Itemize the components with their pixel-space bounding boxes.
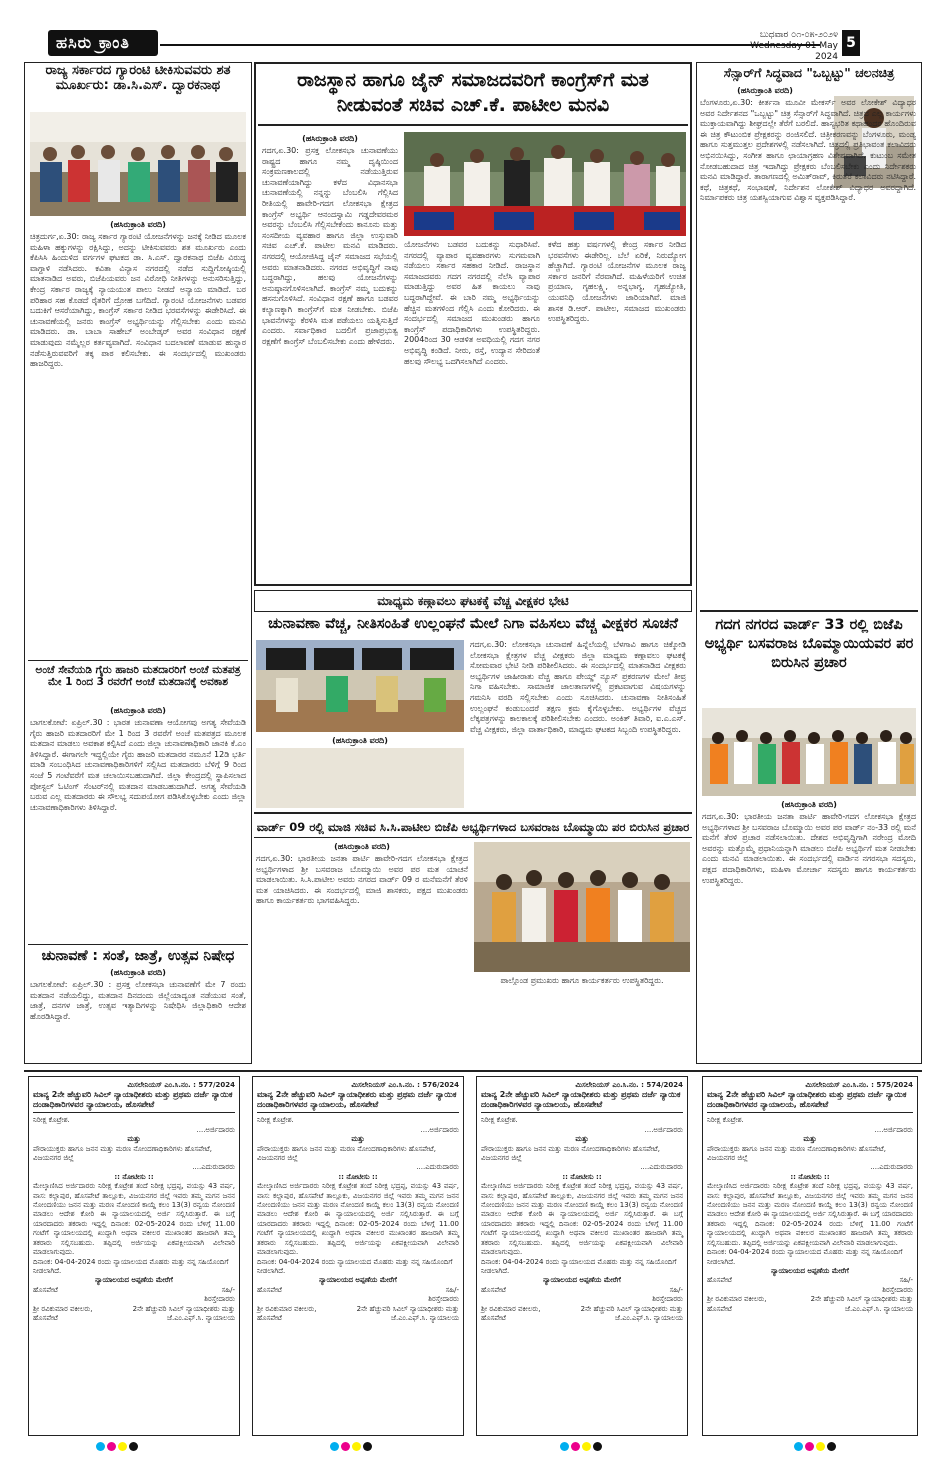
right-byline: (ಹಸಿರುಕ್ರಾಂತಿ ವರದಿ) (737, 86, 793, 95)
legal-respondent: ಪೌರಾಯುಕ್ತರು ಹಾಗೂ ಜನನ ಮತ್ತು ಮರಣ ನೋಂದಣಾಧಿಕಾರಿಗಳು ಹೊಸಪೇಟೆ, ವಿಜಯನಗರ ಜಿಲ್ಲೆ (707, 1144, 886, 1163)
magenta-dot (805, 1442, 814, 1451)
center-photo (404, 132, 686, 236)
center-body-a: ಗದಗ,ಏ.30: ಪ್ರಸಕ್ತ ಲೋಕಸಭಾ ಚುನಾವಣೆಯು ರಾಷ್ಟ್ರದ ಹಾಗೂ ನಮ್ಮ ದೃಷ್ಠಿಯಿಂದ ಸಂಕ್ರಮಣಕಾಲದಲ್ಲಿ ನಡೆಯುತ್ತಿರುವ ಚುನಾವಣೆಯಾಗಿದ್ದು ಕಳೆದ ವಿಧಾನಸಭಾ ಚುನಾವಣೆಯಲ್ಲಿ ನನ್ನನ್ನು ಬೆಂಬಲಿಸಿ ಗೆಲ್ಲಿಸಿದ ರೀತಿಯಲ್ಲಿ ಹಾವೇರಿ-ಗದಗ ಲೋಕಸಭಾ ಕ್ಷೇತ್ರದ ಕಾಂಗ್ರೆಸ್ ಅಭ್ಯರ್ಥಿ ಆನಂದಸ್ವಾಮಿ ಗಡ್ಡದೇವರಮಠ ಅವರನ್ನು ಬೆಂಬಲಿಸಿ ಗೆಲ್ಲಿಸಬೇಕೆಂದು ಕಾನೂನು ಮತ್ತು ಸಂಸದೀಯ ವ್ಯವಹಾರ ಹಾಗೂ ಜಿಲ್ಲಾ ಉಸ್ತುವಾರಿ ಸಚಿವ ಎಚ್.ಕೆ. ಪಾಟೀಲ ಮನವಿ ಮಾಡಿದರು. ನಗರದಲ್ಲಿ ಆಯೋಜಿಸಿದ್ದ ಜೈನ್ ಸಮಾಜದ ಸಭೆಯಲ್ಲಿ ಅವರು ಮಾತನಾಡಿದರು. ನಗರದ ಅಭಿವೃದ್ಧಿಗೆ ನಾವು ಬದ್ಧರಾಗಿದ್ದು, ಹಲವು ಯೋಜನೆಗಳನ್ನು ಅನುಷ್ಠಾನಗೊಳಿಸಲಾಗಿದೆ. ಕಾಂಗ್ರೆಸ್ ನಮ್ಮ ಬದುಕನ್ನು ಹಸನುಗೊಳಿಸಿದೆ. ಸಂವಿಧಾನ ರಕ್ಷಣೆ ಹಾಗೂ ಬಡವರ ಕಲ್ಯಾಣಕ್ಕಾಗಿ ಕಾಂಗ್ರೆಸ್‌ಗೆ ಮತ ನೀಡಬೇಕು. ಬಿಜೆಪಿ ಭಾವನೆಗಳನ್ನು ಕೆರಳಿಸಿ ಮತ ಪಡೆಯಲು ಯತ್ನಿಸುತ್ತಿದೆ ಎಂದರು. ಸರ್ವಾಧಿಕಾರ ಬದಲಿಗೆ ಪ್ರಜಾಪ್ರಭುತ್ವ ರಕ್ಷಣೆಗೆ ಕಾಂಗ್ರೆಸ್ ಬೆಂಬಲಿಸಬೇಕು ಎಂದು ಹೇಳಿದರು. (262, 146, 398, 346)
legal-petitioner: ....ಅರ್ಜಿದಾರರು (644, 1125, 683, 1134)
legal-text: ಮೇಲ್ಕಾಣಿಸಿದ ಅರ್ಜಿದಾರರು ನಿರೀಕ್ಷ ಕೊಟ್ರೇಶ ತಂದೆ ನಿರೀಕ್ಷ ಭದ್ರಪ್ಪ, ವಯಸ್ಸು 43 ವರ್ಷ, ವಾಸ: ಕಲ್ಲಾಪುರ, ಹೊಸಪೇಟೆ ತಾಲ್ಲೂಕು, ವಿಜಯನಗರ ಜಿಲ್ಲೆ ಇವರು ತಮ್ಮ ಮಗನ ಜನನ ನೋಂದಣಿಯು ಜನನ ಮತ್ತು ಮರಣ ನೋಂದಣಿ ಕಾಯ್ದೆ ಕಲಂ 13(3) ರನ್ವಯ ನೋಂದಣಿ ಮಾಡಲು ಆದೇಶ ಕೋರಿ ಈ ನ್ಯಾಯಾಲಯದಲ್ಲಿ ಅರ್ಜಿ ಸಲ್ಲಿಸಿರುತ್ತಾರೆ. ಈ ಬಗ್ಗೆ ಯಾರದಾದರು ತಕರಾರು ಇದ್ದಲ್ಲಿ ದಿನಾಂಕ: 02-05-2024 ರಂದು ಬೆಳಿಗ್ಗೆ 11.00 ಗಂಟೆಗೆ ನ್ಯಾಯಾಲಯದಲ್ಲಿ ಖುದ್ದಾಗಿ ಅಥವಾ ವಕೀಲರ ಮುಖಾಂತರ ಹಾಜರಾಗಿ ತಮ್ಮ ತಕರಾರು ಸಲ್ಲಿಸಬಹುದು. ತಪ್ಪಿದಲ್ಲಿ ಅರ್ಜಿಯನ್ನು ಏಕಪಕ್ಷೀಯವಾಗಿ ವಿಲೇವಾರಿ ಮಾಡಲಾಗುವುದು. (33, 1182, 235, 1257)
magenta-dot (571, 1442, 580, 1451)
legal-place: ಹೊಸಪೇಟೆ (481, 1285, 506, 1294)
right-body: ಬೆಂಗಳೂರು,ಏ.30: ಕೀರ್ತನಾ ಮೂವೀ ಮೇಕರ್ಸ್ ಅವರ ಲೋಕೇಶ್ ವಿದ್ಯಾಧರ ಅವರ ನಿರ್ದೇಶನದ "ಒಬ್ಬಟ್ಟು" ಚಿತ್ರ ಸೆನ್ಸಾರ್‌ಗೆ ಸಿದ್ಧವಾಗಿದೆ. ಚಿತ್ರದ ಎಲ್ಲ ಕಾರ್ಯಗಳು ಮುಕ್ತಾಯವಾಗಿದ್ದು ಶೀಘ್ರದಲ್ಲೇ ತೆರೆಗೆ ಬರಲಿದೆ. ಹಾಸ್ಯಭರಿತ ಕಥಾಹಂದರ ಹೊಂದಿರುವ ಈ ಚಿತ್ರ ಕೌಟುಂಬಿಕ ಪ್ರೇಕ್ಷಕರನ್ನು ರಂಜಿಸಲಿದೆ. ಚಿತ್ರೀಕರಣವನ್ನು ಬೆಂಗಳೂರು, ಮಂಡ್ಯ ಹಾಗೂ ಸುತ್ತಮುತ್ತಲ ಪ್ರದೇಶಗಳಲ್ಲಿ ನಡೆಸಲಾಗಿದೆ. ಚಿತ್ರದಲ್ಲಿ ಪ್ರತಿಭಾವಂತ ಕಲಾವಿದರು ಅಭಿನಯಿಸಿದ್ದು, ಸಂಗೀತ ಹಾಗೂ ಛಾಯಾಗ್ರಹಣ ವಿಶೇಷವಾಗಿದೆ. ಕುಟುಂಬ ಸಮೇತ ನೋಡಬಹುದಾದ ಚಿತ್ರ ಇದಾಗಿದ್ದು ಪ್ರೇಕ್ಷಕರು ಬೆಂಬಲಿಸಬೇಕು ಎಂದು ನಿರ್ದೇಶಕರು ಮನವಿ ಮಾಡಿದ್ದಾರೆ. ತಾರಾಗಣದಲ್ಲಿ ಅಮಿತ್‌ರಾವ್, ಕಿರುತೆರೆ ಕಲಾವಿದರು ನಟಿಸಿದ್ದಾರೆ. ಕಥೆ, ಚಿತ್ರಕಥೆ, ಸಂಭಾಷಣೆ, ನಿರ್ದೇಶನ ಲೋಕೇಶ್ ವಿದ್ಯಾಧರ ಅವರದ್ದಾಗಿದೆ. ನಿರ್ಮಾಪಕರು ಚಿತ್ರ ಯಶಸ್ವಿಯಾಗುವ ವಿಶ್ವಾಸ ವ್ಯಕ್ತಪಡಿಸಿದ್ದಾರೆ. (700, 98, 916, 203)
legal-judge: 2ನೇ ಹೆಚ್ಚುವರಿ ಸಿವಿಲ್ ನ್ಯಾಯಾಧೀಶರು ಮತ್ತು ಜೆ.ಎಂ.ಎಫ್.ಸಿ. ನ್ಯಾಯಾಲಯ (580, 1304, 683, 1322)
legal-petitioner: ....ಅರ್ಜಿದಾರರು (420, 1125, 459, 1134)
right-photo-2 (702, 708, 916, 796)
legal-court: ಮಾನ್ಯ 2ನೇ ಹೆಚ್ಚುವರಿ ಸಿವಿಲ್ ನ್ಯಾಯಾಧೀಶರು ಮತ್ತು ಪ್ರಥಮ ದರ್ಜೆ ನ್ಯಾಯಿಕ ದಂಡಾಧಿಕಾರಿಗಳವರ ನ್ಯಾಯಾಲಯ, ಹೊಸಪೇಟೆ (481, 1090, 683, 1113)
legal-respondent: ಪೌರಾಯುಕ್ತರು ಹಾಗೂ ಜನನ ಮತ್ತು ಮರಣ ನೋಂದಣಾಧಿಕಾರಿಗಳು ಹೊಸಪೇಟೆ, ವಿಜಯನಗರ ಜಿಲ್ಲೆ (481, 1144, 660, 1163)
left-body: ಚಿತ್ರದುರ್ಗ,ಏ.30: ರಾಜ್ಯ ಸರ್ಕಾರ ಗ್ಯಾರಂಟಿ ಯೋಜನೆಗಳನ್ನು ಜನಕ್ಕೆ ನೀಡಿದ ಮೂಲಕ ಮಹಿಳಾ ಹಕ್ಕುಗಳನ್ನು ರಕ್ಷಿಸಿದ್ದು, ಅದನ್ನು ಟೀಕಿಸುವವರು ಶತ ಮೂರ್ಖರು ಎಂದು ಕೆಪಿಸಿಸಿ ಹಿಂದುಳಿದ ವರ್ಗಗಳ ಘಟಕದ ಡಾ. ಸಿ.ಎಸ್. ದ್ವಾರಕನಾಥ ಬಿಜೆಪಿ ವಿರುದ್ಧ ವಾಗ್ದಾಳಿ ನಡೆಸಿದರು. ಕವಿತಾ ವಿನ್ಯಾಸ ನಗರದಲ್ಲಿ ನಡೆದ ಸುದ್ದಿಗೋಷ್ಠಿಯಲ್ಲಿ ಮಾತನಾಡಿದ ಅವರು, ಬಿಜೆಪಿಯವರು ಜನ ವಿರೋಧಿ ನೀತಿಗಳನ್ನು ಅನುಸರಿಸುತ್ತಿದ್ದು, ಕೇಂದ್ರ ಸರ್ಕಾರ ರಾಜ್ಯಕ್ಕೆ ನ್ಯಾಯಯುತ ಪಾಲು ನೀಡದೆ ಅನ್ಯಾಯ ಮಾಡಿದೆ. ಬರ ಪರಿಹಾರ ಸಹ ಕೊಡದೆ ರೈತರಿಗೆ ದ್ರೋಹ ಬಗೆದಿದೆ. ಗ್ಯಾರಂಟಿ ಯೋಜನೆಗಳು ಬಡವರ ಬದುಕಿಗೆ ಆಸರೆಯಾಗಿದ್ದು, ಕಾಂಗ್ರೆಸ್ ಸರ್ಕಾರ ನೀಡಿದ ಭರವಸೆಗಳನ್ನು ಈಡೇರಿಸಿದೆ. ಈ ಚುನಾವಣೆಯಲ್ಲಿ ಜನರು ಕಾಂಗ್ರೆಸ್ ಅಭ್ಯರ್ಥಿಯನ್ನು ಗೆಲ್ಲಿಸಬೇಕು ಎಂದು ಮನವಿ ಮಾಡಿದರು. ಡಾ. ಬಾಬಾ ಸಾಹೇಬ್ ಅಂಬೇಡ್ಕರ್ ಅವರ ಸಂವಿಧಾನ ರಕ್ಷಣೆ ಮಾಡುವುದು ನಮ್ಮೆಲ್ಲರ ಕರ್ತವ್ಯವಾಗಿದೆ. ಸಂವಿಧಾನ ಬದಲಾವಣೆ ಮಾಡುವ ಹುನ್ನಾರ ನಡೆಸುತ್ತಿರುವವರಿಗೆ ತಕ್ಕ ಪಾಠ ಕಲಿಸಬೇಕು. ಈ ಸಂದರ್ಭದಲ್ಲಿ ಮುಖಂಡರು ಹಾಜರಿದ್ದರು. (30, 232, 246, 369)
right-divider (700, 610, 918, 612)
center-body-3: ಗದಗ,ಏ.30: ಭಾರತೀಯ ಜನತಾ ಪಾರ್ಟಿ ಹಾವೇರಿ-ಗದಗ ಲೋಕಸಭಾ ಕ್ಷೇತ್ರದ ಅಭ್ಯರ್ಥಿಗಳಾದ ಶ್ರೀ ಬಸವರಾಜ ಬೊಮ್ಮಾಯಿ ಅವರ ಪರ ಮತ ಯಾಚನೆ ಮಾಡಲಾಯಿತು. ಸಿ.ಸಿ.ಪಾಟೀಲ ಅವರು ನಗರದ ವಾರ್ಡ್ 09 ರ ಮನೆಮನೆಗೆ ತೆರಳಿ ಮತ ಯಾಚಿಸಿದರು. ಈ ಸಂದರ್ಭದಲ್ಲಿ ಮಾಜಿ ಶಾಸಕರು, ಪಕ್ಷದ ಮುಖಂಡರು ಹಾಗೂ ಕಾರ್ಯಕರ್ತರು ಭಾಗವಹಿಸಿದ್ದರು. (256, 854, 468, 906)
legal-place: ಹೊಸಪೇಟೆ (257, 1285, 282, 1294)
legal-respondent: ಪೌರಾಯುಕ್ತರು ಹಾಗೂ ಜನನ ಮತ್ತು ಮರಣ ನೋಂದಣಾಧಿಕಾರಿಗಳು ಹೊಸಪೇಟೆ, ವಿಜಯನಗರ ಜಿಲ್ಲೆ (257, 1144, 436, 1163)
left-body-3: ಬಾಗಲಕೋಟೆ: ಏಪ್ರಿಲ್.30 : ಪ್ರಸಕ್ತ ಲೋಕಸಭಾ ಚುನಾವಣೆಗೆ ಮೇ 7 ರಂದು ಮತದಾನ ನಡೆಯಲಿದ್ದು, ಮತದಾನ ದಿನದಂದು ಜಿಲ್ಲೆಯಾದ್ಯಂತ ನಡೆಯುವ ಸಂತೆ, ಜಾತ್ರೆ, ದನಗಳ ಜಾತ್ರೆ, ಉತ್ಸವ ಇತ್ಯಾದಿಗಳನ್ನು ನಿಷೇಧಿಸಿ ಜಿಲ್ಲಾಧಿಕಾರಿ ಆದೇಶ ಹೊರಡಿಸಿದ್ದಾರೆ. (30, 980, 246, 1021)
legal-notice-title: :: ನೋಟೀಸು :: (790, 1172, 830, 1181)
legal-notice-3 (476, 1076, 688, 1436)
right-headline: ಸೆನ್ಸಾರ್‌ಗೆ ಸಿದ್ಧವಾದ "ಒಬ್ಬಟ್ಟು" ಚಲನಚಿತ್ರ (723, 65, 895, 80)
yellow-dot (352, 1442, 361, 1451)
cyan-dot (330, 1442, 339, 1451)
legal-resp-label: ....ಎದುರುದಾರರು (640, 1163, 683, 1172)
color-registration-3 (560, 1442, 602, 1451)
legal-respondent: ಪೌರಾಯುಕ್ತರು ಹಾಗೂ ಜನನ ಮತ್ತು ಮರಣ ನೋಂದಣಾಧಿಕಾರಿಗಳು ಹೊಸಪೇಟೆ, ವಿಜಯನಗರ ಜಿಲ್ಲೆ (33, 1144, 212, 1163)
masthead-title: ಹಸಿರು ಕ್ರಾಂತಿ (48, 30, 158, 56)
center-headline-rule (258, 124, 688, 126)
legal-text: ಮೇಲ್ಕಾಣಿಸಿದ ಅರ್ಜಿದಾರರು ನಿರೀಕ್ಷ ಕೊಟ್ರೇಶ ತಂದೆ ನಿರೀಕ್ಷ ಭದ್ರಪ್ಪ, ವಯಸ್ಸು 43 ವರ್ಷ, ವಾಸ: ಕಲ್ಲಾಪುರ, ಹೊಸಪೇಟೆ ತಾಲ್ಲೂಕು, ವಿಜಯನಗರ ಜಿಲ್ಲೆ ಇವರು ತಮ್ಮ ಮಗನ ಜನನ ನೋಂದಣಿಯು ಜನನ ಮತ್ತು ಮರಣ ನೋಂದಣಿ ಕಾಯ್ದೆ ಕಲಂ 13(3) ರನ್ವಯ ನೋಂದಣಿ ಮಾಡಲು ಆದೇಶ ಕೋರಿ ಈ ನ್ಯಾಯಾಲಯದಲ್ಲಿ ಅರ್ಜಿ ಸಲ್ಲಿಸಿರುತ್ತಾರೆ. ಈ ಬಗ್ಗೆ ಯಾರದಾದರು ತಕರಾರು ಇದ್ದಲ್ಲಿ ದಿನಾಂಕ: 02-05-2024 ರಂದು ಬೆಳಿಗ್ಗೆ 11.00 ಗಂಟೆಗೆ ನ್ಯಾಯಾಲಯದಲ್ಲಿ ಖುದ್ದಾಗಿ ಅಥವಾ ವಕೀಲರ ಮುಖಾಂತರ ಹಾಜರಾಗಿ ತಮ್ಮ ತಕರಾರು ಸಲ್ಲಿಸಬಹುದು. ತಪ್ಪಿದಲ್ಲಿ ಅರ್ಜಿಯನ್ನು ಏಕಪಕ್ಷೀಯವಾಗಿ ವಿಲೇವಾರಿ ಮಾಡಲಾಗುವುದು. (257, 1182, 459, 1257)
yellow-dot (582, 1442, 591, 1451)
color-registration-2 (330, 1442, 372, 1451)
legal-sign: ಶಿರಸ್ತೇದಾರರು (652, 1295, 683, 1304)
center-headline-3: ವಾರ್ಡ್ 09 ರಲ್ಲಿ ಮಾಜಿ ಸಚಿವ ಸಿ.ಸಿ.ಪಾಟೀಲ ಬಿಜೆಪಿ ಅಭ್ಯರ್ಥಿಗಳಾದ ಬಸವರಾಜ ಬೊಮ್ಮಾಯಿ ಪರ ಬಿರುಸಿನ ಪ್ರಚಾರ (254, 816, 692, 838)
black-dot (363, 1442, 372, 1451)
cyan-dot (96, 1442, 105, 1451)
legal-party: ನಿರೀಕ್ಷ ಕೊಟ್ರೇಶ. (257, 1116, 294, 1125)
legal-notice-title: :: ನೋಟೀಸು :: (338, 1172, 378, 1181)
left-byline: (ಹಸಿರುಕ್ರಾಂತಿ ವರದಿ) (110, 220, 166, 229)
legal-resp-label: ....ಎದುರುದಾರರು (870, 1163, 913, 1172)
masthead-rule (160, 44, 820, 46)
legal-party: ನಿರೀಕ್ಷ ಕೊಟ್ರೇಶ. (33, 1116, 70, 1125)
legal-advocate: ಶ್ರೀ ರವಿಕುಮಾರ ವಕೀಲರು, ಹೊಸಪೇಟೆ (707, 1295, 767, 1313)
legal-sd: ಸಹಿ/- (669, 1285, 683, 1294)
legal-advocate: ಶ್ರೀ ರವಿಕುಮಾರ ವಕೀಲರು, ಹೊಸಪೇಟೆ (257, 1304, 317, 1322)
black-dot (129, 1442, 138, 1451)
masthead-date (728, 30, 838, 63)
color-registration-4 (794, 1442, 836, 1451)
magenta-dot (341, 1442, 350, 1451)
center-headline: ರಾಜಸ್ಥಾನ ಹಾಗೂ ಜೈನ್ ಸಮಾಜದವರಿಗೆ ಕಾಂಗ್ರೆಸ್‌ಗೆ ಮತ ನೀಡುವಂತೆ ಸಚಿವ ಎಚ್.ಕೆ. ಪಾಟೀಲ ಮನವಿ (297, 69, 649, 116)
center-divider (254, 812, 692, 814)
legal-resp-label: ....ಎದುರುದಾರರು (192, 1163, 235, 1172)
left-divider-2 (28, 944, 248, 945)
center-body-c: ಕಳೆದ ಹತ್ತು ವರ್ಷಗಳಲ್ಲಿ ಕೇಂದ್ರ ಸರ್ಕಾರ ನೀಡಿದ ಭರವಸೆಗಳು ಈಡೇರಿಲ್ಲ. ಬೆಲೆ ಏರಿಕೆ, ನಿರುದ್ಯೋಗ ಹೆಚ್ಚಾಗಿದೆ. ಗ್ಯಾರಂಟಿ ಯೋಜನೆಗಳ ಮೂಲಕ ರಾಜ್ಯ ಸರ್ಕಾರ ಜನರಿಗೆ ನೆರವಾಗಿದೆ. ಮಹಿಳೆಯರಿಗೆ ಉಚಿತ ಪ್ರಯಾಣ, ಗೃಹಲಕ್ಷ್ಮಿ, ಅನ್ನಭಾಗ್ಯ, ಗೃಹಜ್ಯೋತಿ, ಯುವನಿಧಿ ಯೋಜನೆಗಳು ಜಾರಿಯಾಗಿವೆ. ಮಾಜಿ ಶಾಸಕ ಡಿ.ಆರ್. ಪಾಟೀಲ, ಸಮಾಜದ ಮುಖಂಡರು ಉಪಸ್ಥಿತರಿದ್ದರು. (548, 240, 686, 324)
center-photo-3 (474, 842, 690, 972)
legal-resp-label: ....ಎದುರುದಾರರು (416, 1163, 459, 1172)
legal-vs: ಮತ್ತು (127, 1135, 141, 1144)
page-number: 5 (842, 30, 860, 56)
legal-vs: ಮತ್ತು (575, 1135, 589, 1144)
sub-banner: ಮಾಧ್ಯಮ ಕಣ್ಗಾವಲು ಘಟಕಕ್ಕೆ ವೆಚ್ಚ ವೀಕ್ಷಕರ ಭೇಟಿ (254, 590, 692, 612)
left-headline-3: ಚುನಾವಣೆ : ಸಂತೆ, ಜಾತ್ರೆ, ಉತ್ಸವ ನಿಷೇಧ (41, 948, 235, 964)
black-dot (593, 1442, 602, 1451)
center-caption-3: ಪಾಲ್ಗೊಂಡ ಪ್ರಮುಖರು ಹಾಗೂ ಕಾರ್ಯಕರ್ತರು ಉಪಸ್ಥಿತರಿದ್ದರು. (500, 976, 664, 985)
left-headline-2: ಅಂಚೆ ಸೇವೆಯಡಿ ಗೈರು ಹಾಜರಿ ಮತದಾರರಿಗೆ ಅಂಚೆ ಮತಪತ್ರ ಮೇ 1 ರಿಂದ 3 ರವರೆಗೆ ಅಂಚೆ ಮತದಾನಕ್ಕೆ ಅವಕಾಶ (35, 664, 241, 689)
cyan-dot (560, 1442, 569, 1451)
legal-court: ಮಾನ್ಯ 2ನೇ ಹೆಚ್ಚುವರಿ ಸಿವಿಲ್ ನ್ಯಾಯಾಧೀಶರು ಮತ್ತು ಪ್ರಥಮ ದರ್ಜೆ ನ್ಯಾಯಿಕ ದಂಡಾಧಿಕಾರಿಗಳವರ ನ್ಯಾಯಾಲಯ, ಹೊಸಪೇಟೆ (707, 1090, 913, 1113)
legal-order: ನ್ಯಾಯಾಲಯದ ಅಪ್ಪಣೆಯ ಮೇರೆಗೆ (319, 1276, 397, 1285)
legal-sd: ಸಹಿ/- (445, 1285, 459, 1294)
left-body-2: ಬಾಗಲಕೋಟೆ: ಏಪ್ರಿಲ್.30 : ಭಾರತ ಚುನಾವಣಾ ಆಯೋಗವು ಅಗತ್ಯ ಸೇವೆಯಡಿ ಗೈರು ಹಾಜರಿ ಮತದಾರರಿಗೆ ಮೇ 1 ರಿಂದ 3 ರವರೆಗೆ ಅಂಚೆ ಮತಪತ್ರದ ಮೂಲಕ ಮತದಾನ ಮಾಡಲು ಅವಕಾಶ ಕಲ್ಪಿಸಿದೆ ಎಂದು ಜಿಲ್ಲಾ ಚುನಾವಣಾಧಿಕಾರಿ ಜಾನಕಿ ಕೆ.ಎಂ ತಿಳಿಸಿದ್ದಾರೆ. ಈಗಾಗಲೇ ಇದ್ದಲ್ಲಿಯೇ ಗೈರು ಹಾಜರಿ ಮತದಾರರ ನಮೂನೆ 12ಡಿ ಭರ್ತಿ ಮಾಡಿ ಸಂಬಂಧಿಸಿದ ಚುನಾವಣಾಧಿಕಾರಿಗಳಿಗೆ ಸಲ್ಲಿಸಿದ ಮತದಾರರು ಬೆಳಿಗ್ಗೆ 9 ರಿಂದ ಸಂಜೆ 5 ಗಂಟೆವರೆಗೆ ಮತ ಚಲಾಯಿಸಬಹುದಾಗಿದೆ. ಜಿಲ್ಲಾ ಕೇಂದ್ರದಲ್ಲಿ ಸ್ಥಾಪಿಸಲಾದ ಪೋಸ್ಟಲ್ ಓಟಿಂಗ್ ಸೆಂಟರ್‌ನಲ್ಲಿ ಮತದಾನ ಮಾಡಬಹುದಾಗಿದೆ. ಅಗತ್ಯ ಸೇವೆಯಡಿ ಬರುವ ಎಲ್ಲ ಮತದಾರರು ಈ ಸೌಲಭ್ಯ ಸದುಪಯೋಗ ಪಡಿಸಿಕೊಳ್ಳಬೇಕು ಎಂದು ಜಿಲ್ಲಾ ಚುನಾವಣಾಧಿಕಾರಿಗಳು ತಿಳಿಸಿದ್ದಾರೆ. (30, 718, 246, 812)
left-byline-3: (ಹಸಿರುಕ್ರಾಂತಿ ವರದಿ) (110, 968, 166, 977)
legal-judge: 2ನೇ ಹೆಚ್ಚುವರಿ ಸಿವಿಲ್ ನ್ಯಾಯಾಧೀಶರು ಮತ್ತು ಜೆ.ಎಂ.ಎಫ್.ಸಿ. ನ್ಯಾಯಾಲಯ (132, 1304, 235, 1322)
left-divider-1 (28, 660, 248, 661)
left-headline: ರಾಜ್ಯ ಸರ್ಕಾರದ ಗ್ಯಾರಂಟಿ ಟೀಕಿಸುವವರು ಶತ ಮೂರ್ಖರು: ಡಾ.ಸಿ.ಎಸ್. ದ್ವಾರಕನಾಥ (45, 63, 231, 93)
center-byline-2: (ಹಸಿರುಕ್ರಾಂತಿ ವರದಿ) (332, 736, 388, 745)
black-dot (827, 1442, 836, 1451)
legal-notice-2 (252, 1076, 464, 1436)
legal-date: ದಿನಾಂಕ: 04-04-2024 ರಂದು ನ್ಯಾಯಾಲಯದ ಮೊಹರು ಮತ್ತು ನನ್ನ ಸಹಿಯೊಂದಿಗೆ ನೀಡಲಾಗಿದೆ. (707, 1248, 903, 1266)
center-byline-3: (ಹಸಿರುಕ್ರಾಂತಿ ವರದಿ) (334, 842, 390, 851)
legal-date: ದಿನಾಂಕ: 04-04-2024 ರಂದು ನ್ಯಾಯಾಲಯದ ಮೊಹರು ಮತ್ತು ನನ್ನ ಸಹಿಯೊಂದಿಗೆ ನೀಡಲಾಗಿದೆ. (481, 1257, 677, 1275)
legal-petitioner: ....ಅರ್ಜಿದಾರರು (196, 1125, 235, 1134)
yellow-dot (816, 1442, 825, 1451)
cyan-dot (794, 1442, 803, 1451)
legal-text: ಮೇಲ್ಕಾಣಿಸಿದ ಅರ್ಜಿದಾರರು ನಿರೀಕ್ಷ ಕೊಟ್ರೇಶ ತಂದೆ ನಿರೀಕ್ಷ ಭದ್ರಪ್ಪ, ವಯಸ್ಸು 43 ವರ್ಷ, ವಾಸ: ಕಲ್ಲಾಪುರ, ಹೊಸಪೇಟೆ ತಾಲ್ಲೂಕು, ವಿಜಯನಗರ ಜಿಲ್ಲೆ ಇವರು ತಮ್ಮ ಮಗನ ಜನನ ನೋಂದಣಿಯು ಜನನ ಮತ್ತು ಮರಣ ನೋಂದಣಿ ಕಾಯ್ದೆ ಕಲಂ 13(3) ರನ್ವಯ ನೋಂದಣಿ ಮಾಡಲು ಆದೇಶ ಕೋರಿ ಈ ನ್ಯಾಯಾಲಯದಲ್ಲಿ ಅರ್ಜಿ ಸಲ್ಲಿಸಿರುತ್ತಾರೆ. ಈ ಬಗ್ಗೆ ಯಾರದಾದರು ತಕರಾರು ಇದ್ದಲ್ಲಿ ದಿನಾಂಕ: 02-05-2024 ರಂದು ಬೆಳಿಗ್ಗೆ 11.00 ಗಂಟೆಗೆ ನ್ಯಾಯಾಲಯದಲ್ಲಿ ಖುದ್ದಾಗಿ ಅಥವಾ ವಕೀಲರ ಮುಖಾಂತರ ಹಾಜರಾಗಿ ತಮ್ಮ ತಕರಾರು ಸಲ್ಲಿಸಬಹುದು. ತಪ್ಪಿದಲ್ಲಿ ಅರ್ಜಿಯನ್ನು ಏಕಪಕ್ಷೀಯವಾಗಿ ವಿಲೇವಾರಿ ಮಾಡಲಾಗುವುದು. (707, 1182, 913, 1247)
legal-notice-title: :: ನೋಟೀಸು :: (562, 1172, 602, 1181)
legal-sign: ಶಿರಸ್ತೇದಾರರು (428, 1295, 459, 1304)
legal-party: ನಿರೀಕ್ಷ ಕೊಟ್ರೇಶ. (481, 1116, 518, 1125)
right-body-2: ಗದಗ,ಏ.30: ಭಾರತೀಯ ಜನತಾ ಪಾರ್ಟಿ ಹಾವೇರಿ-ಗದಗ ಲೋಕಸಭಾ ಕ್ಷೇತ್ರದ ಅಭ್ಯರ್ಥಿಗಳಾದ ಶ್ರೀ ಬಸವರಾಜ ಬೊಮ್ಮಾಯಿ ಅವರ ಪರ ವಾರ್ಡ್ ನಂ-33 ರಲ್ಲಿ ಮನೆ ಮನೆಗೆ ತೆರಳಿ ಪ್ರಚಾರ ನಡೆಸಲಾಯಿತು. ದೇಶದ ಅಭಿವೃದ್ಧಿಗಾಗಿ ನರೇಂದ್ರ ಮೋದಿ ಅವರನ್ನು ಮತ್ತೊಮ್ಮೆ ಪ್ರಧಾನಿಯನ್ನಾಗಿ ಮಾಡಲು ಬಿಜೆಪಿ ಅಭ್ಯರ್ಥಿಗೆ ಮತ ನೀಡಬೇಕು ಎಂದು ಮನವಿ ಮಾಡಲಾಯಿತು. ಈ ಸಂದರ್ಭದಲ್ಲಿ ವಾರ್ಡಿನ ನಗರಸಭಾ ಸದಸ್ಯರು, ಪಕ್ಷದ ಪದಾಧಿಕಾರಿಗಳು, ಮಹಿಳಾ ಮೋರ್ಚಾ ಸದಸ್ಯರು ಹಾಗೂ ಕಾರ್ಯಕರ್ತರು ಉಪಸ್ಥಿತರಿದ್ದರು. (702, 812, 916, 885)
legal-court: ಮಾನ್ಯ 2ನೇ ಹೆಚ್ಚುವರಿ ಸಿವಿಲ್ ನ್ಯಾಯಾಧೀಶರು ಮತ್ತು ಪ್ರಥಮ ದರ್ಜೆ ನ್ಯಾಯಿಕ ದಂಡಾಧಿಕಾರಿಗಳವರ ನ್ಯಾಯಾಲಯ, ಹೊಸಪೇಟೆ (33, 1090, 235, 1113)
legal-sd: ಸಹಿ/- (221, 1285, 235, 1294)
legal-order: ನ್ಯಾಯಾಲಯದ ಅಪ್ಪಣೆಯ ಮೇರೆಗೆ (95, 1276, 173, 1285)
legal-advocate: ಶ್ರೀ ರವಿಕುಮಾರ ವಕೀಲರು, ಹೊಸಪೇಟೆ (481, 1304, 541, 1322)
legal-number: ಮಿಸಲೇನಿಯಸ್ ಎಂ.ಸಿ.ನಂ. : 577/2024 (127, 1081, 235, 1089)
legal-vs: ಮತ್ತು (803, 1135, 817, 1144)
center-photo-2 (256, 640, 464, 732)
legal-place: ಹೊಸಪೇಟೆ (707, 1276, 732, 1285)
legal-notice-4 (702, 1076, 918, 1436)
center-headline-2: ಚುನಾವಣಾ ವೆಚ್ಚ, ನೀತಿಸಂಹಿತೆ ಉಲ್ಲಂಘನೆ ಮೇಲೆ ನಿಗಾ ವಹಿಸಲು ವೆಚ್ಚ ವೀಕ್ಷಕರ ಸೂಚನೆ (268, 616, 678, 632)
legal-date: ದಿನಾಂಕ: 04-04-2024 ರಂದು ನ್ಯಾಯಾಲಯದ ಮೊಹರು ಮತ್ತು ನನ್ನ ಸಹಿಯೊಂದಿಗೆ ನೀಡಲಾಗಿದೆ. (33, 1257, 229, 1275)
legal-order: ನ್ಯಾಯಾಲಯದ ಅಪ್ಪಣೆಯ ಮೇರೆಗೆ (543, 1276, 621, 1285)
date-english: Wednesday 01 May 2024 (750, 41, 838, 62)
center-byline: (ಹಸಿರುಕ್ರಾಂತಿ ವರದಿ) (302, 134, 358, 143)
center-photo-2b (256, 748, 464, 808)
legal-advocate: ಶ್ರೀ ರವಿಕುಮಾರ ವಕೀಲರು, ಹೊಸಪೇಟೆ (33, 1304, 93, 1322)
legal-vs: ಮತ್ತು (351, 1135, 365, 1144)
legal-party: ನಿರೀಕ್ಷ ಕೊಟ್ರೇಶ. (707, 1116, 744, 1125)
center-body-2: ಗದಗ,ಏ.30: ಲೋಕಸಭಾ ಚುನಾವಣೆ ಹಿನ್ನೆಲೆಯಲ್ಲಿ ಬೆಳಗಾವಿ ಹಾಗೂ ಚಿಕ್ಕೋಡಿ ಲೋಕಸಭಾ ಕ್ಷೇತ್ರಗಳ ವೆಚ್ಚ ವೀಕ್ಷಕರು ಜಿಲ್ಲಾ ಮಾಧ್ಯಮ ಕಣ್ಗಾವಲು ಘಟಕಕ್ಕೆ ಸೋಮವಾರ ಭೇಟಿ ನೀಡಿ ಪರಿಶೀಲಿಸಿದರು. ಈ ಸಂದರ್ಭದಲ್ಲಿ ಮಾತನಾಡಿದ ವೀಕ್ಷಕರು ಅಭ್ಯರ್ಥಿಗಳ ಜಾಹೀರಾತು ವೆಚ್ಚ ಹಾಗೂ ಪೇಯ್ಡ್ ನ್ಯೂಸ್ ಪ್ರಕರಣಗಳ ಮೇಲೆ ತೀವ್ರ ನಿಗಾ ವಹಿಸಬೇಕು. ಸಾಮಾಜಿಕ ಜಾಲತಾಣಗಳಲ್ಲಿ ಪ್ರಕಟವಾಗುವ ವಿಷಯಗಳನ್ನು ಗಮನಿಸಿ ವರದಿ ಸಲ್ಲಿಸಬೇಕು ಎಂದು ಸೂಚಿಸಿದರು. ಚುನಾವಣಾ ನೀತಿಸಂಹಿತೆ ಉಲ್ಲಂಘನೆ ಕಂಡುಬಂದರೆ ತಕ್ಷಣ ಕ್ರಮ ಕೈಗೊಳ್ಳಬೇಕು. ಅಭ್ಯರ್ಥಿಗಳ ವೆಚ್ಚದ ಲೆಕ್ಕಪತ್ರಗಳನ್ನು ಕಾಲಕಾಲಕ್ಕೆ ಪರಿಶೀಲಿಸಬೇಕು ಎಂದರು. ಅಂಕಿತ್ ತಿವಾರಿ, ಐ.ಎ.ಎಸ್. ವೆಚ್ಚ ವೀಕ್ಷಕರು, ಜಿಲ್ಲಾ ವಾರ್ತಾಧಿಕಾರಿ, ಮಾಧ್ಯಮ ಘಟಕದ ಸಿಬ್ಬಂದಿ ಉಪಸ್ಥಿತರಿದ್ದರು. (470, 640, 686, 734)
legal-sign: ಶಿರಸ್ತೇದಾರರು (882, 1285, 913, 1294)
legal-sign: ಶಿರಸ್ತೇದಾರರು (204, 1295, 235, 1304)
legal-notice-title: :: ನೋಟೀಸು :: (114, 1172, 154, 1181)
legal-top-rule (24, 1070, 922, 1072)
legal-date: ದಿನಾಂಕ: 04-04-2024 ರಂದು ನ್ಯಾಯಾಲಯದ ಮೊಹರು ಮತ್ತು ನನ್ನ ಸಹಿಯೊಂದಿಗೆ ನೀಡಲಾಗಿದೆ. (257, 1257, 453, 1275)
legal-judge: 2ನೇ ಹೆಚ್ಚುವರಿ ಸಿವಿಲ್ ನ್ಯಾಯಾಧೀಶರು ಮತ್ತು ಜೆ.ಎಂ.ಎಫ್.ಸಿ. ನ್ಯಾಯಾಲಯ (356, 1304, 459, 1322)
left-byline-2: (ಹಸಿರುಕ್ರಾಂತಿ ವರದಿ) (110, 706, 166, 715)
left-photo (30, 112, 246, 216)
legal-order: ನ್ಯಾಯಾಲಯದ ಅಪ್ಪಣೆಯ ಮೇರೆಗೆ (771, 1266, 849, 1275)
legal-court: ಮಾನ್ಯ 2ನೇ ಹೆಚ್ಚುವರಿ ಸಿವಿಲ್ ನ್ಯಾಯಾಧೀಶರು ಮತ್ತು ಪ್ರಥಮ ದರ್ಜೆ ನ್ಯಾಯಿಕ ದಂಡಾಧಿಕಾರಿಗಳವರ ನ್ಯಾಯಾಲಯ, ಹೊಸಪೇಟೆ (257, 1090, 459, 1113)
yellow-dot (118, 1442, 127, 1451)
center-body-b: ಯೋಜನೆಗಳು ಬಡವರ ಬದುಕನ್ನು ಸುಧಾರಿಸಿವೆ. ನಗರದಲ್ಲಿ ವ್ಯಾಪಾರ ವ್ಯವಹಾರಗಳು ಸುಗಮವಾಗಿ ನಡೆಯಲು ಸರ್ಕಾರ ಸಹಕಾರ ನೀಡಿದೆ. ರಾಜಸ್ಥಾನ ಸಮಾಜದವರು ಗದಗ ನಗರದಲ್ಲಿ ನೆಲೆಸಿ ವ್ಯಾಪಾರ ಮಾಡುತ್ತಿದ್ದು ಅವರ ಹಿತ ಕಾಯಲು ನಾವು ಬದ್ಧರಾಗಿದ್ದೇವೆ. ಈ ಬಾರಿ ನಮ್ಮ ಅಭ್ಯರ್ಥಿಯನ್ನು ಹೆಚ್ಚಿನ ಮತಗಳಿಂದ ಗೆಲ್ಲಿಸಿ ಎಂದು ಕೋರಿದರು. ಈ ಸಂದರ್ಭದಲ್ಲಿ ಸಮಾಜದ ಮುಖಂಡರು ಹಾಗೂ ಕಾಂಗ್ರೆಸ್ ಪದಾಧಿಕಾರಿಗಳು ಉಪಸ್ಥಿತರಿದ್ದರು. 2004ರಿಂದ 30 ಆಡಳಿತ ಅವಧಿಯಲ್ಲಿ ಗದಗ ನಗರ ಅಭಿವೃದ್ಧಿ ಕಂಡಿದೆ. ನೀರು, ರಸ್ತೆ, ಉದ್ಯಾನ ಸೇರಿದಂತೆ ಹಲವು ಸೌಲಭ್ಯ ಒದಗಿಸಲಾಗಿದೆ ಎಂದರು. (404, 240, 540, 366)
legal-notice-1 (28, 1076, 240, 1436)
right-headline-2: ಗದಗ ನಗರದ ವಾರ್ಡ್ 33 ರಲ್ಲಿ ಬಿಜೆಪಿ ಅಭ್ಯರ್ಥಿ ಬಸವರಾಜ ಬೊಮ್ಮಾಯಿಯವರ ಪರ ಬಿರುಸಿನ ಪ್ರಚಾರ (704, 617, 914, 671)
legal-number: ಮಿಸಲೇನಿಯಸ್ ಎಂ.ಸಿ.ನಂ. : 576/2024 (351, 1081, 459, 1089)
legal-number: ಮಿಸಲೇನಿಯಸ್ ಎಂ.ಸಿ.ನಂ. : 575/2024 (805, 1081, 913, 1089)
legal-sd: ಸಹಿ/- (899, 1276, 913, 1285)
color-registration-1 (96, 1442, 138, 1451)
legal-judge: 2ನೇ ಹೆಚ್ಚುವರಿ ಸಿವಿಲ್ ನ್ಯಾಯಾಧೀಶರು ಮತ್ತು ಜೆ.ಎಂ.ಎಫ್.ಸಿ. ನ್ಯಾಯಾಲಯ (810, 1295, 913, 1313)
legal-place: ಹೊಸಪೇಟೆ (33, 1285, 58, 1294)
right-byline-2: (ಹಸಿರುಕ್ರಾಂತಿ ವರದಿ) (781, 800, 837, 809)
date-kannada: ಬುಧವಾರ ೦೧-೦೫-೨೦೨೪ (759, 30, 838, 40)
legal-petitioner: ....ಅರ್ಜಿದಾರರು (874, 1125, 913, 1134)
magenta-dot (107, 1442, 116, 1451)
legal-number: ಮಿಸಲೇನಿಯಸ್ ಎಂ.ಸಿ.ನಂ. : 574/2024 (575, 1081, 683, 1089)
legal-text: ಮೇಲ್ಕಾಣಿಸಿದ ಅರ್ಜಿದಾರರು ನಿರೀಕ್ಷ ಕೊಟ್ರೇಶ ತಂದೆ ನಿರೀಕ್ಷ ಭದ್ರಪ್ಪ, ವಯಸ್ಸು 43 ವರ್ಷ, ವಾಸ: ಕಲ್ಲಾಪುರ, ಹೊಸಪೇಟೆ ತಾಲ್ಲೂಕು, ವಿಜಯನಗರ ಜಿಲ್ಲೆ ಇವರು ತಮ್ಮ ಮಗನ ಜನನ ನೋಂದಣಿಯು ಜನನ ಮತ್ತು ಮರಣ ನೋಂದಣಿ ಕಾಯ್ದೆ ಕಲಂ 13(3) ರನ್ವಯ ನೋಂದಣಿ ಮಾಡಲು ಆದೇಶ ಕೋರಿ ಈ ನ್ಯಾಯಾಲಯದಲ್ಲಿ ಅರ್ಜಿ ಸಲ್ಲಿಸಿರುತ್ತಾರೆ. ಈ ಬಗ್ಗೆ ಯಾರದಾದರು ತಕರಾರು ಇದ್ದಲ್ಲಿ ದಿನಾಂಕ: 02-05-2024 ರಂದು ಬೆಳಿಗ್ಗೆ 11.00 ಗಂಟೆಗೆ ನ್ಯಾಯಾಲಯದಲ್ಲಿ ಖುದ್ದಾಗಿ ಅಥವಾ ವಕೀಲರ ಮುಖಾಂತರ ಹಾಜರಾಗಿ ತಮ್ಮ ತಕರಾರು ಸಲ್ಲಿಸಬಹುದು. ತಪ್ಪಿದಲ್ಲಿ ಅರ್ಜಿಯನ್ನು ಏಕಪಕ್ಷೀಯವಾಗಿ ವಿಲೇವಾರಿ ಮಾಡಲಾಗುವುದು. (481, 1182, 683, 1257)
